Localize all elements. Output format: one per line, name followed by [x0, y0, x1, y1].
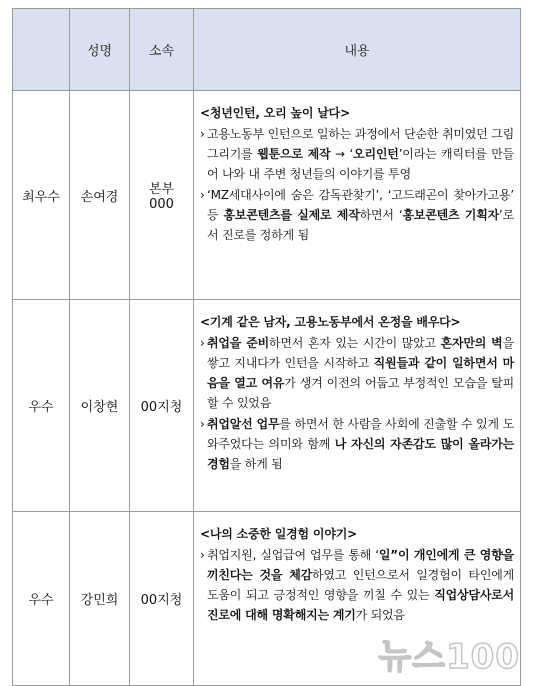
org-line: 본부	[148, 182, 175, 197]
text-segment: 를 하면서 한 사람을 사회에 진출할 수 있게 도와주었다는 의미와 함께	[207, 417, 514, 451]
bold-text: 취업을 준비	[207, 336, 270, 350]
bold-text: 웹툰으로 제작	[257, 147, 331, 161]
org-cell	[130, 512, 194, 686]
header-row	[13, 9, 521, 91]
text-segment: ’이라는 캐릭터를 만들어 나와 내 주변 청년들의 이야기를 투영	[207, 147, 514, 181]
org-line: 00지청	[140, 593, 183, 608]
bold-text: 직원들과 같이 일하면서 마음을 열고 여유	[207, 356, 514, 390]
grade-cell: 우수	[13, 300, 70, 512]
content-bullets	[200, 333, 514, 474]
bullet-marker: ›	[200, 417, 205, 431]
org-cell	[130, 300, 194, 512]
bold-text: 나 자신의 자존감도 많이 올라가는 경험	[207, 437, 515, 471]
content-bullets	[200, 545, 514, 625]
bold-text: 취업알선 업무	[207, 417, 280, 431]
text-segment: 하면서 혼자 있는 시간이 많았고	[269, 336, 441, 350]
header-content: 내용	[194, 9, 521, 91]
text-segment: 을 하게 됨	[229, 457, 283, 471]
bold-text: 직업상담사로서 진로에 대해 명확해지는 계기	[207, 588, 514, 622]
bullet-paragraph	[200, 124, 514, 184]
content-cell	[194, 300, 521, 512]
bullet-paragraph	[200, 414, 514, 474]
text-segment: ’로서 진로를 정하게 됨	[207, 208, 514, 242]
grade-cell: 최우수	[13, 91, 70, 300]
text-segment: 하였고 인턴으로서 일경험이 타인에게 도움이 되고 긍정적인 영향을 끼칠 수 있는	[207, 568, 515, 602]
name-cell: 강민희	[70, 512, 130, 686]
name-cell: 손여경	[70, 91, 130, 300]
bold-text: 홍보콘텐츠를 실제로 제작	[223, 208, 360, 222]
bullet-paragraph	[200, 185, 514, 245]
bold-text: 혼자만의 벽	[440, 336, 503, 350]
content-title: <기계 같은 남자, 고용노동부에서 온정을 배우다>	[200, 315, 461, 329]
header-name: 성명	[70, 9, 130, 91]
text-segment: 가 되었음	[355, 608, 405, 622]
bullet-paragraph	[200, 545, 514, 625]
bold-text: 홍보콘텐츠 기획자	[402, 208, 499, 222]
text-segment: ‘MZ세대사이에 숨은 감독관찾기’, ‘고드래곤이 찾아가고용’ 등	[207, 188, 514, 222]
org-line: 000	[149, 197, 174, 212]
grade-cell: 우수	[13, 512, 70, 686]
bullet-marker: ›	[200, 127, 205, 141]
table-row	[13, 91, 521, 300]
bold-text: 오리인턴	[353, 147, 399, 161]
table-row	[13, 300, 521, 512]
header-org: 소속	[130, 9, 194, 91]
header-grade	[13, 9, 70, 91]
content-cell	[194, 91, 521, 300]
content-bullets	[200, 124, 514, 245]
text-segment: 취업지원, 실업급여 업무를 통해 ‘	[207, 548, 379, 562]
text-segment: 하면서 ‘	[359, 208, 403, 222]
text-segment: 고용노동부 인턴으로 일하는 과정에서 단순한 취미였던 그림 그리기를	[207, 127, 514, 161]
bullet-paragraph	[200, 333, 514, 413]
org-line: 00지청	[140, 400, 183, 415]
text-segment: 가 생겨 이전의 어둡고 부정적인 모습을 탈피할 수 있었음	[207, 376, 514, 410]
bullet-marker: ›	[200, 336, 205, 350]
name-cell: 이창현	[70, 300, 130, 512]
text-segment: 을 쌓고 지내다가 인턴을 시작하고	[207, 336, 514, 370]
text-segment: → ‘	[330, 147, 354, 161]
bullet-marker: ›	[200, 548, 205, 562]
content-title: <나의 소중한 일경험 이야기>	[200, 527, 357, 541]
award-table	[12, 8, 521, 686]
news-watermark-logo: 뉴스100	[378, 637, 520, 677]
content-title: <청년인턴, 오리 높이 날다>	[200, 106, 350, 120]
bullet-marker: ›	[200, 188, 205, 202]
org-cell	[130, 91, 194, 300]
bold-text: 일”이 개인에게 큰 영향을 끼친다는 것을 체감	[207, 548, 514, 582]
